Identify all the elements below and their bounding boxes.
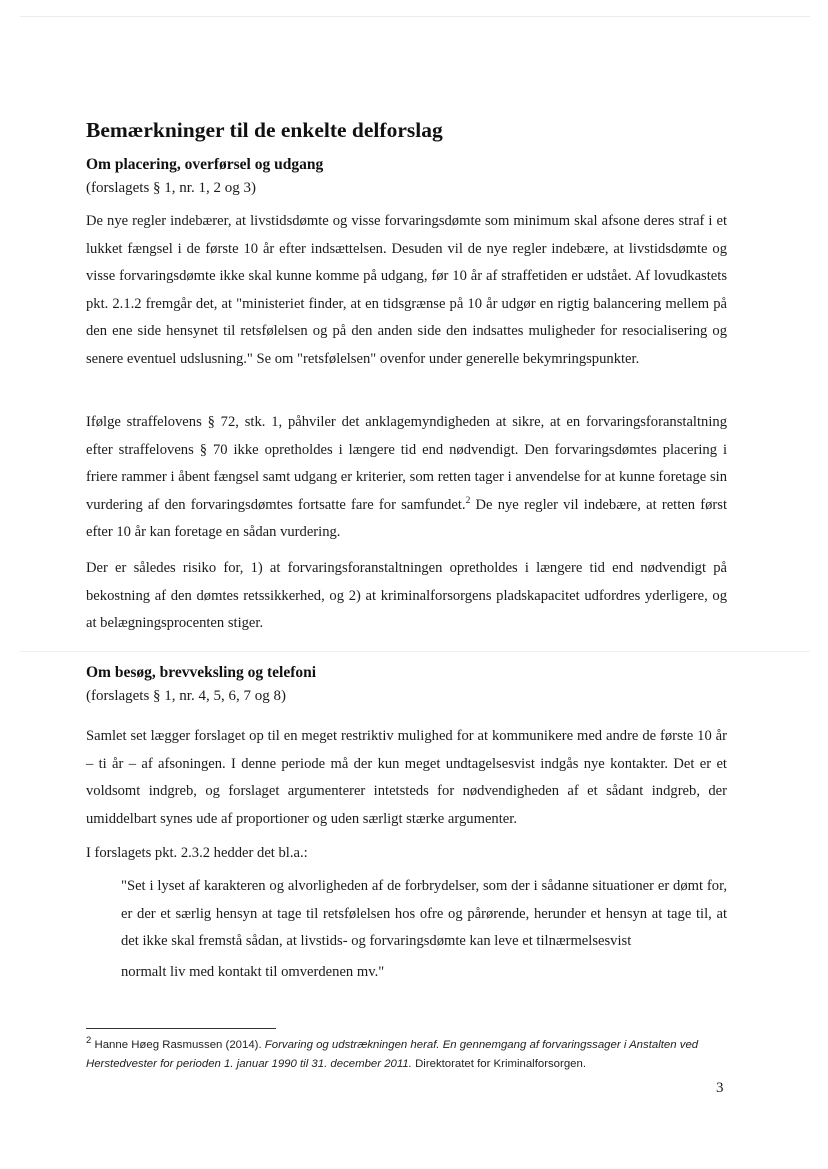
quote-intro: I forslagets pkt. 2.3.2 hedder det bl.a.: <box>86 845 308 861</box>
footnote-author: Hanne Høeg Rasmussen (2014). <box>94 1039 262 1051</box>
footnote-marker: 2 <box>465 495 471 506</box>
paragraph-penal-code-text: Ifølge straffelovens § 72, stk. 1, påhviler det anklagemyndigheden at sikre, at en forvaringsforanstaltning efter straffelovens § 70 ikke opretholdes i længere tid end nødvendigt. Den forvaringsdømtes placering i friere rammer i åbent fængsel samt udgang er kriterier, som retten tager i anvendelse for at kunne foretage sin vurdering af den forvaringsdømtes fortsatte fare for samfundet. <box>86 414 727 513</box>
block-quote: "Set i lyset af karakteren og alvorligheden af de forbrydelser, som der i sådanne situationer er dømt for, er der et særlig hensyn at tage til retsfølelsen hos ofre og pårørende, herunder et hensyn at tage til, at det ikke skal fremstå sådan, at livstids- og forvaringsdømte kan leve et tilnærmelsesvist <box>121 878 727 950</box>
footnote <box>86 1036 727 1073</box>
paragraph-penal-code-tail: De nye regler vil indebære, at retten først efter 10 år kan foretage en sådan vurdering. <box>86 496 727 541</box>
paragraph-risk: Der er således risiko for, 1) at forvaringsforanstaltningen opretholdes i længere tid end nødvendigt på bekostning af den dømtes retssikkerhed, og 2) at kriminalforsorgens pladskapacitet udfordres yderligere, og at belægningsprocenten stiger. <box>86 560 727 632</box>
scan-artifact-line <box>20 16 810 17</box>
paragraph-placement-rules: De nye regler indebærer, at livstidsdømte og visse forvaringsdømte som minimum skal afsone deres straf i et lukket fængsel i de første 10 år efter indsættelsen. Desuden vil de nye regler indebære, at livstidsdømte og visse forvaringsdømte ikke skal kunne komme på udgang, før 10 år af straffetiden er udstået. Af lovudkastets pkt. 2.1.2 fremgår det, at "ministeriet finder, at en tidsgrænse på 10 år udgør en rigtig balancering mellem på den ene side hensynet til retsfølelsen og på den anden side den indsattes muligheder for resocialisering og senere eventuel udslusning." Se om "retsfølelsen" ovenfor under generelle bekymringspunkter. <box>86 213 727 367</box>
section-title: Bemærkninger til de enkelte delforslag <box>86 118 443 142</box>
scan-artifact-line <box>20 651 810 652</box>
block-quote-end: normalt liv med kontakt til omverdenen mv." <box>121 964 385 980</box>
footnote-separator <box>86 1028 276 1029</box>
subsection-reference-visits: (forslagets § 1, nr. 4, 5, 6, 7 og 8) <box>86 688 286 704</box>
subsection-heading-placement: Om placering, overførsel og udgang <box>86 156 324 173</box>
footnote-number: 2 <box>86 1035 92 1047</box>
subsection-heading-visits: Om besøg, brevveksling og telefoni <box>86 664 317 681</box>
paragraph-communication: Samlet set lægger forslaget op til en meget restriktiv mulighed for at kommunikere med andre de første 10 år – ti år – af afsoningen. I denne periode må der kun meget undtagelsesvist indgås nye kontakter. Det er et voldsomt indgreb, og forslaget argumenterer intetsteds for nødvendigheden af et sådant indgreb, der umiddelbart synes ude af proportioner og uden særligt stærke argumenter. <box>86 728 727 827</box>
paragraph-penal-code <box>86 409 727 547</box>
footnote-title: Forvaring og udstrækningen heraf. En gennemgang af forvaringssager i Anstalten ved Herstedvester for perioden 1. januar 1990 til 31. december 2011. <box>86 1039 699 1070</box>
footnote-publisher: Direktoratet for Kriminalforsorgen. <box>415 1057 586 1070</box>
subsection-reference-placement: (forslagets § 1, nr. 1, 2 og 3) <box>86 180 256 196</box>
page-number: 3 <box>716 1080 724 1096</box>
